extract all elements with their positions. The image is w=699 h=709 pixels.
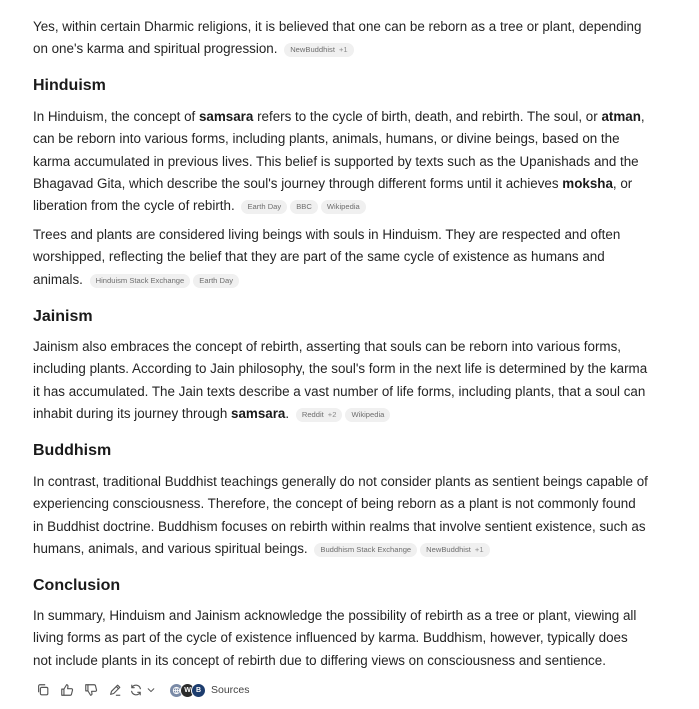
thumbs-down-icon (84, 683, 98, 697)
wikipedia-favicon-icon: W (180, 683, 195, 698)
citation-chip[interactable] (296, 408, 343, 422)
dislike-button[interactable] (79, 680, 103, 700)
copy-button[interactable] (31, 680, 55, 700)
intro-paragraph (33, 16, 649, 61)
buddhism-paragraph (33, 471, 649, 560)
bbc-favicon-icon: B (191, 683, 206, 698)
term-samsara: samsara (198, 109, 254, 124)
like-button[interactable] (55, 680, 79, 700)
citation-label: NewBuddhist (426, 544, 471, 554)
text-span: , can be reborn into various forms, including plants, animals, humans, or divine beings, based on the karma accumulated in previous lives. This belief is supported by texts such as the Upanishads and the Bhagavad Gita, which describe the soul's journey through different forms until it achieves (33, 109, 645, 191)
text-span: In contrast, traditional Buddhist teachings generally do not consider plants as sentient beings capable of experiencing consciousness. Therefore, the concept of being reborn as a plant is not commonly found in Buddhist doctrine. Buddhism focuses on rebirth within realms that involve sentient existence, such as humans, animals, and various spiritual beings. (33, 474, 648, 556)
text-span: Trees and plants are considered living beings with souls in Hinduism. They are respected and often worshipped, reflecting the belief that they are part of the same cycle of existence as humans and animals. (33, 227, 621, 287)
section-heading-conclusion: Conclusion (33, 577, 121, 594)
citation-chip[interactable]: Earth Day (193, 274, 239, 288)
term-atman: atman (601, 109, 641, 124)
citation-chip[interactable] (284, 43, 353, 57)
sources-label: Sources (211, 684, 250, 696)
regenerate-icon (129, 683, 143, 697)
term-samsara: samsara (231, 405, 286, 421)
sources-button[interactable] (169, 683, 250, 698)
text-span: Jainism also embraces the concept of rebirth, asserting that souls can be reborn into various forms, including plants. According to Jain philosophy, the soul's form in the next life is determined by the karma it has accumulated. The Jain texts describe a vast number of life forms, including plants, that a soul can inhabit during its journey through (33, 339, 648, 421)
chevron-down-icon (146, 685, 156, 695)
citation-chip[interactable]: Buddhism Stack Exchange (314, 543, 417, 557)
regenerate-options-button[interactable] (145, 680, 157, 700)
hinduism-paragraph-1 (33, 106, 649, 217)
section-heading-buddhism: Buddhism (33, 442, 112, 459)
citation-label: NewBuddhist (290, 45, 335, 55)
citation-more-count: +2 (327, 409, 337, 419)
text-span: . (285, 405, 290, 421)
regenerate-button[interactable] (127, 680, 145, 700)
citation-more-count: +1 (338, 45, 348, 55)
message-actions-toolbar (31, 680, 250, 700)
source-favicons (169, 683, 206, 698)
copy-icon (36, 683, 50, 697)
text-span: In Hinduism, the concept of (33, 109, 199, 124)
text-span: refers to the cycle of birth, death, and rebirth. The soul, or (253, 109, 602, 124)
term-moksha: moksha (562, 175, 613, 191)
citation-chip[interactable]: Wikipedia (321, 200, 366, 214)
conclusion-paragraph: In summary, Hinduism and Jainism acknowledge the possibility of rebirth as a tree or plant, viewing all living forms as part of the cycle of existence influenced by karma. Buddhism, however, typically does not include plants in its concept of rebirth due to differing views on consciousness and sentience. (33, 608, 637, 668)
citation-chip[interactable]: BBC (290, 200, 318, 214)
citation-chip[interactable]: Hinduism Stack Exchange (90, 274, 191, 288)
text-span: , or liberation from the cycle of rebirth. (33, 175, 633, 214)
edit-button[interactable] (103, 680, 127, 700)
citation-chip[interactable]: Earth Day (241, 200, 287, 214)
section-heading-jainism: Jainism (33, 308, 93, 325)
jainism-paragraph (33, 336, 649, 425)
citation-chip[interactable]: Wikipedia (345, 408, 390, 422)
citation-label: Reddit (301, 409, 324, 419)
hinduism-paragraph-2 (33, 224, 649, 291)
citation-chip[interactable] (420, 543, 489, 557)
citation-more-count: +1 (474, 544, 484, 554)
edit-icon (108, 683, 122, 697)
thumbs-up-icon (60, 683, 74, 697)
intro-text: Yes, within certain Dharmic religions, it is believed that one can be reborn as a tree or plant, depending on one's karma and spiritual progression. (33, 19, 642, 57)
section-heading-hinduism: Hinduism (33, 77, 106, 94)
